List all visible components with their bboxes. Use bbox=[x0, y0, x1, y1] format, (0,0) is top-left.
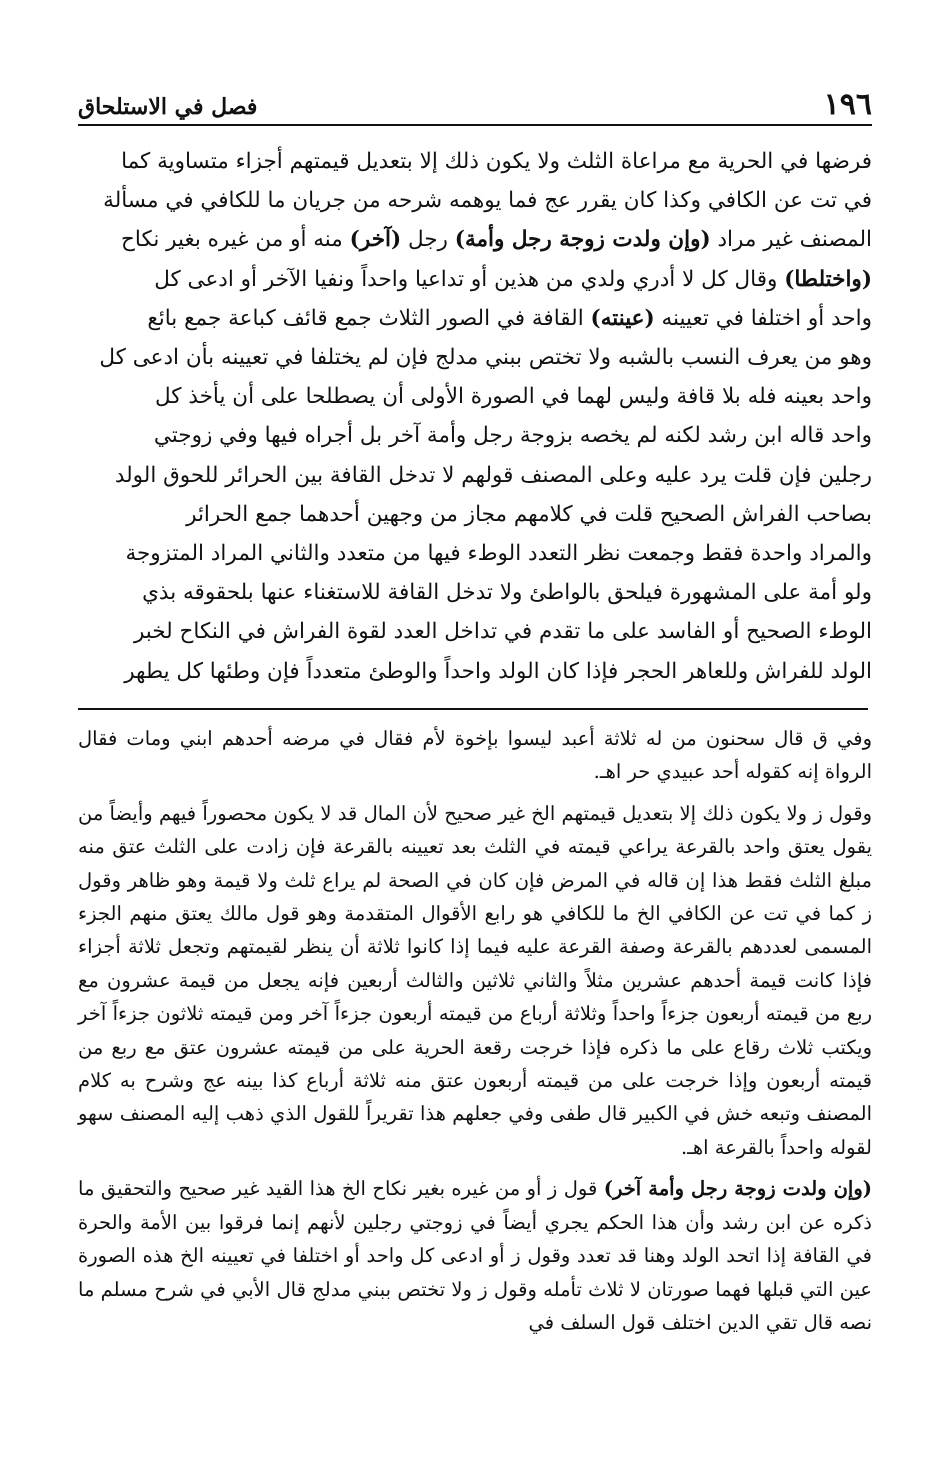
note-paragraph: وفي ق قال سحنون من له ثلاثة أعبد ليسوا بإخوة لأم فقال في مرضه أحدهم ابني ومات فقال الرواة إنه كقوله أحد عبيدي حر اهـ. bbox=[78, 727, 872, 784]
bold-quote: (عينته) bbox=[590, 305, 655, 331]
running-title: فصل في الاستلحاق bbox=[78, 94, 258, 120]
main-text-line: (واختلطا) وقال كل لا أدري ولدي من هذين أو تداعيا واحداً ونفيا الآخر أو ادعى كل bbox=[154, 266, 872, 292]
bold-quote: (وإن ولدت زوجة رجل وأمة آخر) bbox=[603, 1177, 872, 1201]
header-rule bbox=[78, 124, 872, 126]
main-text-line: واحد أو اختلفا في تعيينه (عينته) القافة في الصور الثلاث جمع قائف كباعة جمع بائع bbox=[147, 305, 872, 331]
note-paragraph: (وإن ولدت زوجة رجل وأمة آخر) قول ز أو من غيره بغير نكاح الخ هذا القيد غير صحيح والتحقيق ما ذكره عن ابن رشد وأن هذا الحكم يجري أيضاً في زوجتي رجلين لأنهم إنما فرقوا بين الأمة والحرة في القافة إذا اتحد الولد وهنا قد تعدد وقول ز أو ادعى كل واحد أو اختلفا في تعيينه الخ هذه الصورة عين التي قبلها فهما صورتان لا ثلاث تأمله وقول ز ولا تختص ببني مدلج قال الأبي في شرح مسلم ما نصه قال تقي الدين اختلف قول السلف في bbox=[78, 1177, 872, 1334]
footnotes bbox=[78, 722, 872, 1339]
note-paragraph: وقول ز ولا يكون ذلك إلا بتعديل قيمتهم الخ غير صحيح لأن المال قد لا يكون محصوراً فيهم وأيضاً من يقول يعتق واحد بالقرعة يراعي قيمته في الثلث بعد تعيينه بالقرعة فإن زادت على الثلث عتق منه مبلغ الثلث فقط هذا إن قاله في المرض فإن كان في الصحة لم يراع ثلث ولا قيمة وهو ظاهر وقول ز كما في تت عن الكافي الخ ما للكافي هو رابع الأقوال المتقدمة وهو قول مالك يعتق منهم الجزء المسمى لعددهم بالقرعة وصفة القرعة عليه فيما إذا كانوا ثلاثة أن ينظر لقيمتهم وتجعل ثلاثة أجزاء فإذا كانت قيمة أحدهم عشرين مثلاً والثاني ثلاثين والثالث أربعين فإنه يجعل من قيمة عشرون مع ربع من قيمته أربعون جزءاً واحداً وثلاثة أرباع من قيمته أربعون جزءاً آخر ومن قيمته ثلاثون جزءاً آخر ويكتب ثلاث رقاع على ما ذكره فإذا خرجت رقعة الحرية على من قيمته عشرون عتق مع ربع من قيمته أربعون وإذا خرجت على من قيمته أربعون عتق منه ثلاثة أرباع كذا بينه عج وشرح به كلام المصنف وتبعه خش في الكبير قال طفى وفي جعلهم هذا تقريراً للقول الذي ذهب إليه المصنف سهو لقوله واحداً بالقرعة اهـ. bbox=[78, 801, 872, 1159]
main-text-line: واحد قاله ابن رشد لكنه لم يخصه بزوجة رجل وأمة آخر بل أجراه فيها وفي زوجتي bbox=[153, 423, 872, 449]
page-number: ١٩٦ bbox=[823, 87, 872, 122]
main-text bbox=[78, 142, 872, 691]
main-text-line: رجلين فإن قلت يرد عليه وعلى المصنف قولهم لا تدخل القافة بين الحرائر للحوق الولد bbox=[114, 462, 872, 488]
bold-quote: (وإن ولدت زوجة رجل وأمة) bbox=[454, 227, 711, 253]
main-text-line: وهو من يعرف النسب بالشبه ولا تختص ببني مدلج فإن لم يختلفا في تعيينه بأن ادعى كل bbox=[99, 345, 872, 371]
main-text-line: الوطء الصحيح أو الفاسد على ما تقدم في تداخل العدد لقوة الفراش في النكاح لخبر bbox=[133, 619, 872, 645]
page-header bbox=[78, 88, 872, 128]
main-text-line: الولد للفراش وللعاهر الحجر فإذا كان الولد واحداً والوطئ متعدداً فإن وطئها كل يطهر bbox=[124, 658, 872, 684]
bold-quote: (آخر) bbox=[349, 227, 402, 253]
main-text-line: واحد بعينه فله بلا قافة وليس لهما في الصورة الأولى أن يصطلحا على أن يأخذ كل bbox=[155, 384, 872, 410]
footnote-separator bbox=[78, 708, 868, 710]
main-text-line: فرضها في الحرية مع مراعاة الثلث ولا يكون ذلك إلا بتعديل قيمتهم أجزاء متساوية كما bbox=[121, 149, 872, 174]
main-text-line: المصنف غير مراد (وإن ولدت زوجة رجل وأمة) رجل (آخر) منه أو من غيره بغير نكاح bbox=[121, 227, 872, 253]
main-text-line: والمراد واحدة فقط وجمعت نظر التعدد الوطء فيها من متعدد والثاني المراد المتزوجة bbox=[125, 541, 872, 567]
main-text-line: في تت عن الكافي وكذا كان يقرر عج فما يوهمه شرحه من جريان ما للكافي في مسألة bbox=[103, 188, 872, 214]
main-text-line: ولو أمة على المشهورة فيلحق بالواطئ ولا تدخل القافة للاستغناء عنها بلحقوقه بذي bbox=[142, 580, 872, 606]
bold-quote: (واختلطا) bbox=[784, 266, 872, 292]
main-text-line: بصاحب الفراش الصحيح قلت في كلامهم مجاز من وجهين أحدهما جمع الحرائر bbox=[186, 501, 872, 527]
